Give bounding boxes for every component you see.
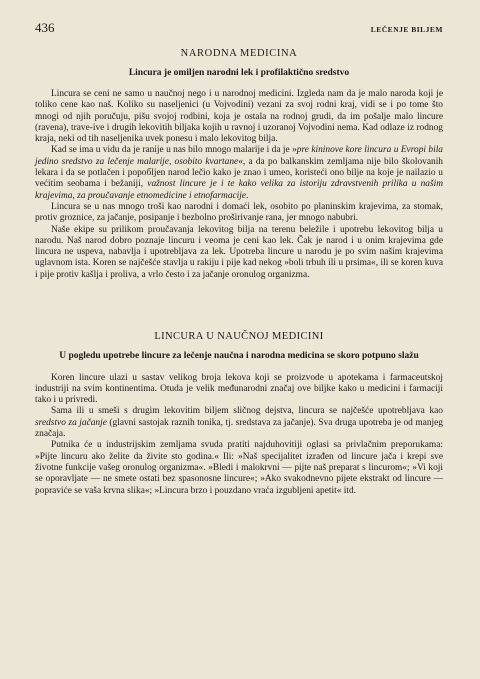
section-gap [35,281,443,331]
paragraph-2-text-c: . [246,190,249,201]
paragraph-2-text-b: «, a da po balkanskim zemljama nije bilo školovanih lekara i da se potlačen i poробljen narod lečio kako je znao i umeo, koristeći ono bilje na koje je nailazio u većitim seobama i bežaniji, [35,156,443,190]
paragraph-6-italic: sredstvo za jačanje [35,417,107,428]
paragraph-6 [35,406,443,440]
paragraph-2-italic-1: pre kininove kore lincura u Evropi bila jedino sredstvo za lečenje malarije, osobito kvartane [35,145,443,167]
paragraph-2-italic-2: važnost lincure je i te kako velika za istoriju zdravstvenih prilika u našim krajevima, za proučavanje etnomedicine i etnofarmacije [35,179,443,201]
section-subtitle: Lincura je omiljen narodni lek i profilaktično sredstvo [128,68,350,78]
paragraph-5: Koren lincure ulazi u sastav velikog broja lekova koji se proizvode u apotekama i farmaceutskoj industriji na svim kontinentima. Otuda je velik međunarodni značaj ove biljke kako u medicini i farmaciji tako i u privredi. [35,372,443,406]
paragraph-3: Lincura se u nas mnogo troši kao narodni i domaći lek, osobito po planinskim krajevima, za stomak, protiv groznice, za jačanje, posipanje i bezbolno proširivanje rana, jer mnogo nabubri. [35,201,443,224]
section-title-narodna-medicina: NARODNA MEDICINA [180,48,298,59]
page-number: 436 [35,20,55,35]
paragraph-1: Lincura se ceni ne samo u naučnoj nego i u narodnoj medicini. Izgleda nam da je malo naroda koji je toliko cene kao naš. Koliko su naseljenici (u Vojvodini) vezani za svoj rodni kraj, vidi se i po tome što mnogi od njih poručuju, pišu svojoj rodbini, koja je ostala na rodnoj grudi, da im pošalje malo lincure (ravena), trave-ive i drugih lekovitih biljaka kojih u ravnoj i uzoranoj Vojvodini nema. Kad odlaze iz rodnog kraja, neki od tih naseljenika uvek ponesu i malo lekovitog bilja. [35,89,443,145]
paragraph-7: Putnika će u industrijskim zemljama svuda pratiti najduhovitiji oglasi sa privlačnim preporukama: »Pijte lincuru ako želite da živite sto godina.« Ili: »Naš specijalitet izrađen od lincure jača i krepi sve životne funkcije vašeg oronulog organizma«. »Bledi i malokrvni — pijte naš preparat s lincurom«; »Vi koji se oporavljate — ne smete ostati bez spasonosne lincure«; »Ako svakodnevno pijete ekstrakt od lincure — popraviće se vaša krvna slika«; »Lincura brzo i pouzdano vraća izgubljeni apetit« itd. [35,440,443,496]
paragraph-6-text-b: (glavni sastojak raznih tonika, tj. sredstava za jačanje). Sva druga upotreba je od manjeg značaja. [35,417,443,440]
paragraph-4: Naše ekipe su prilikom proučavanja lekovitog bilja na terenu beležile i upotrebu lekovitog bilja u narodu. Naš narod dobro poznaje lincuru i veoma je ceni kao lek. Čak je narod i u onim krajevima gde lincura ne uspeva, nabavlja i upotrebljava za lek. Upotreba lincure u narodu je po svim našim krajevima uglavnom ista. Koren se najčešće stavlja u rakiju i pije kad nekog »boli trbuh ili u prsima«, ili se koren kuva i pije protiv kašlja i proliva, a vrlo često i za jačanje oronulog organizma. [35,224,443,280]
paragraph-2-text-a: Kad se ima u vidu da je ranije u nas bilo mnogo malarije i da je » [51,145,297,156]
paragraph-2 [35,145,443,201]
section-subtitle-2: U pogledu upotrebe lincure za lečenje naučna i narodna medicina se skoro potpuno slažu [59,351,419,362]
running-head [35,20,443,36]
section-title-naucna-medicina: LINCURA U NAUČNOJ MEDICINI [154,331,324,343]
running-title: LEČENJE BILJEM [370,25,443,34]
paragraph-6-text-a: Sama ili u smeši s drugim lekovitim biljem sličnog dejstva, lincura se najčešće upotrebljava kao [51,406,443,417]
